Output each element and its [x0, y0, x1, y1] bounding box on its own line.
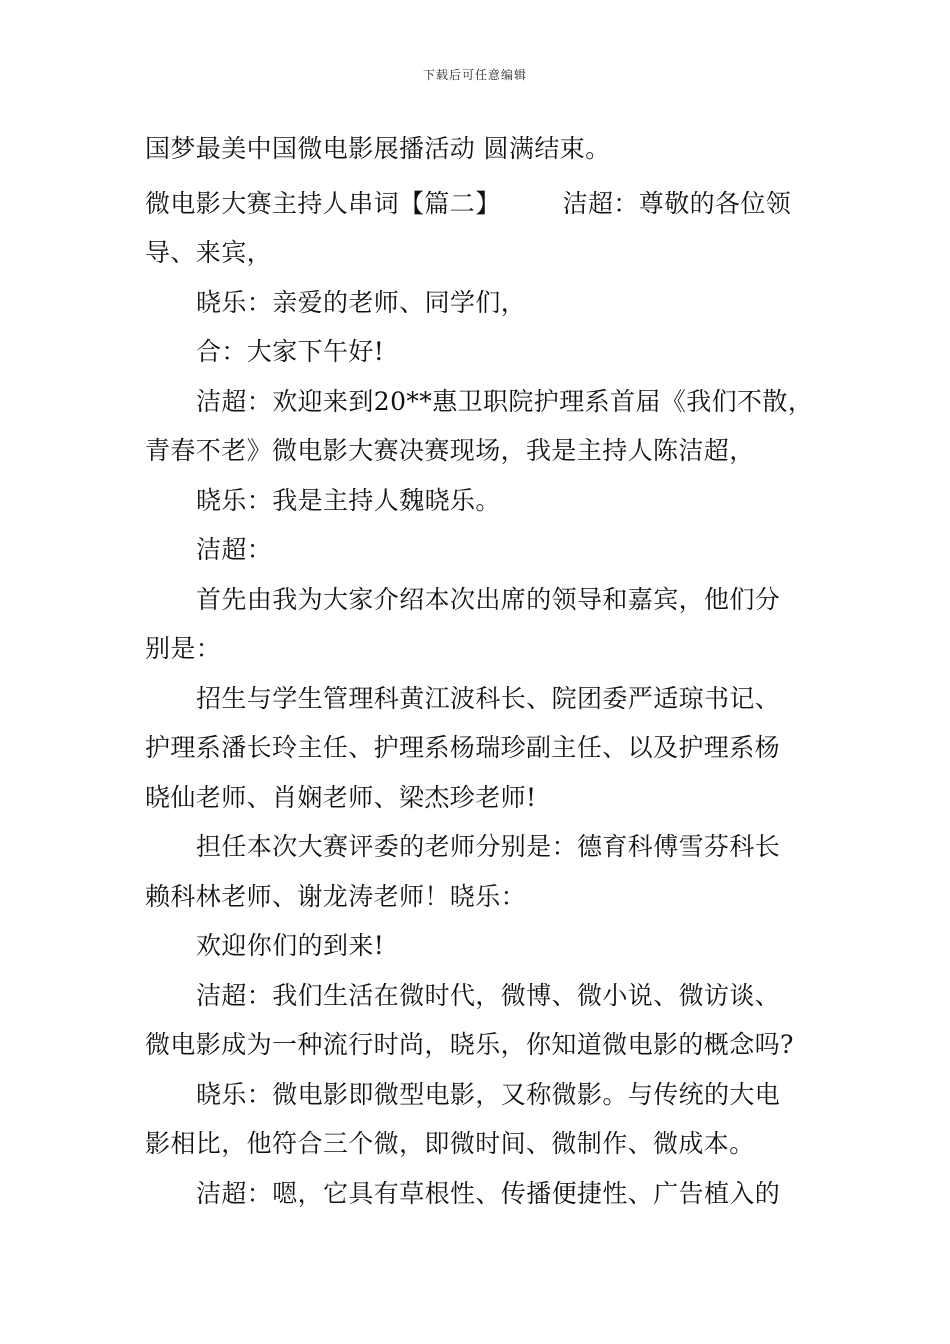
paragraph-line: 别是： — [145, 634, 222, 663]
paragraph-line: 欢迎你们的到来! — [196, 931, 385, 960]
paragraph-line: 青春不老》微电影大赛决赛现场，我是主持人陈洁超， — [145, 436, 755, 465]
paragraph-line: 洁超：欢迎来到20**惠卫职院护理系首届《我们不散， — [196, 386, 814, 416]
paragraph-line: 洁超：嗯，它具有草根性、传播便捷性、广告植入的 — [196, 1178, 781, 1208]
paragraph-line: 洁超： — [196, 535, 273, 564]
paragraph-line: 影相比，他符合三个微，即微时间、微制作、微成本。 — [145, 1129, 755, 1158]
paragraph-line: 合：大家下午好! — [196, 337, 385, 366]
paragraph-line: 导、来宾， — [145, 238, 273, 267]
paragraph-line: 晓仙老师、肖娴老师、梁杰珍老师! — [145, 782, 537, 812]
paragraph-line: 担任本次大赛评委的老师分别是：德育科傅雪芬科长 — [196, 832, 781, 861]
paragraph-line: 晓乐：亲爱的老师、同学们， — [196, 287, 527, 317]
page-header: 下载后可任意编辑 — [422, 68, 527, 82]
paragraph-line: 赖科林老师、谢龙涛老师！晓乐： — [145, 881, 527, 911]
paragraph-line: 晓乐：我是主持人魏晓乐。 — [196, 485, 501, 515]
paragraph-line: 晓乐：微电影即微型电影，又称微影。与传统的大电 — [196, 1079, 781, 1109]
paragraph-line: 国梦最美中国微电影展播活动 圆满结束。 — [145, 134, 611, 163]
paragraph-line — [145, 179, 825, 229]
paragraph-line: 招生与学生管理科黄江波科长、院团委严适琼书记、 — [196, 683, 781, 713]
paragraph-line: 护理系潘长玲主任、护理系杨瑞珍副主任、以及护理系杨 — [145, 733, 781, 762]
paragraph-line: 洁超：我们生活在微时代，微博、微小说、微访谈、 — [196, 980, 781, 1010]
paragraph-line: 微电影成为一种流行时尚，晓乐，你知道微电影的概念吗? — [145, 1030, 794, 1059]
dialogue-text: 洁超：尊敬的各位领 — [562, 188, 792, 218]
paragraph-line: 首先由我为大家介绍本次出席的领导和嘉宾，他们分 — [196, 584, 781, 614]
document-body — [145, 124, 825, 1218]
section-title: 微电影大赛主持人串词【篇二】 — [145, 188, 501, 218]
